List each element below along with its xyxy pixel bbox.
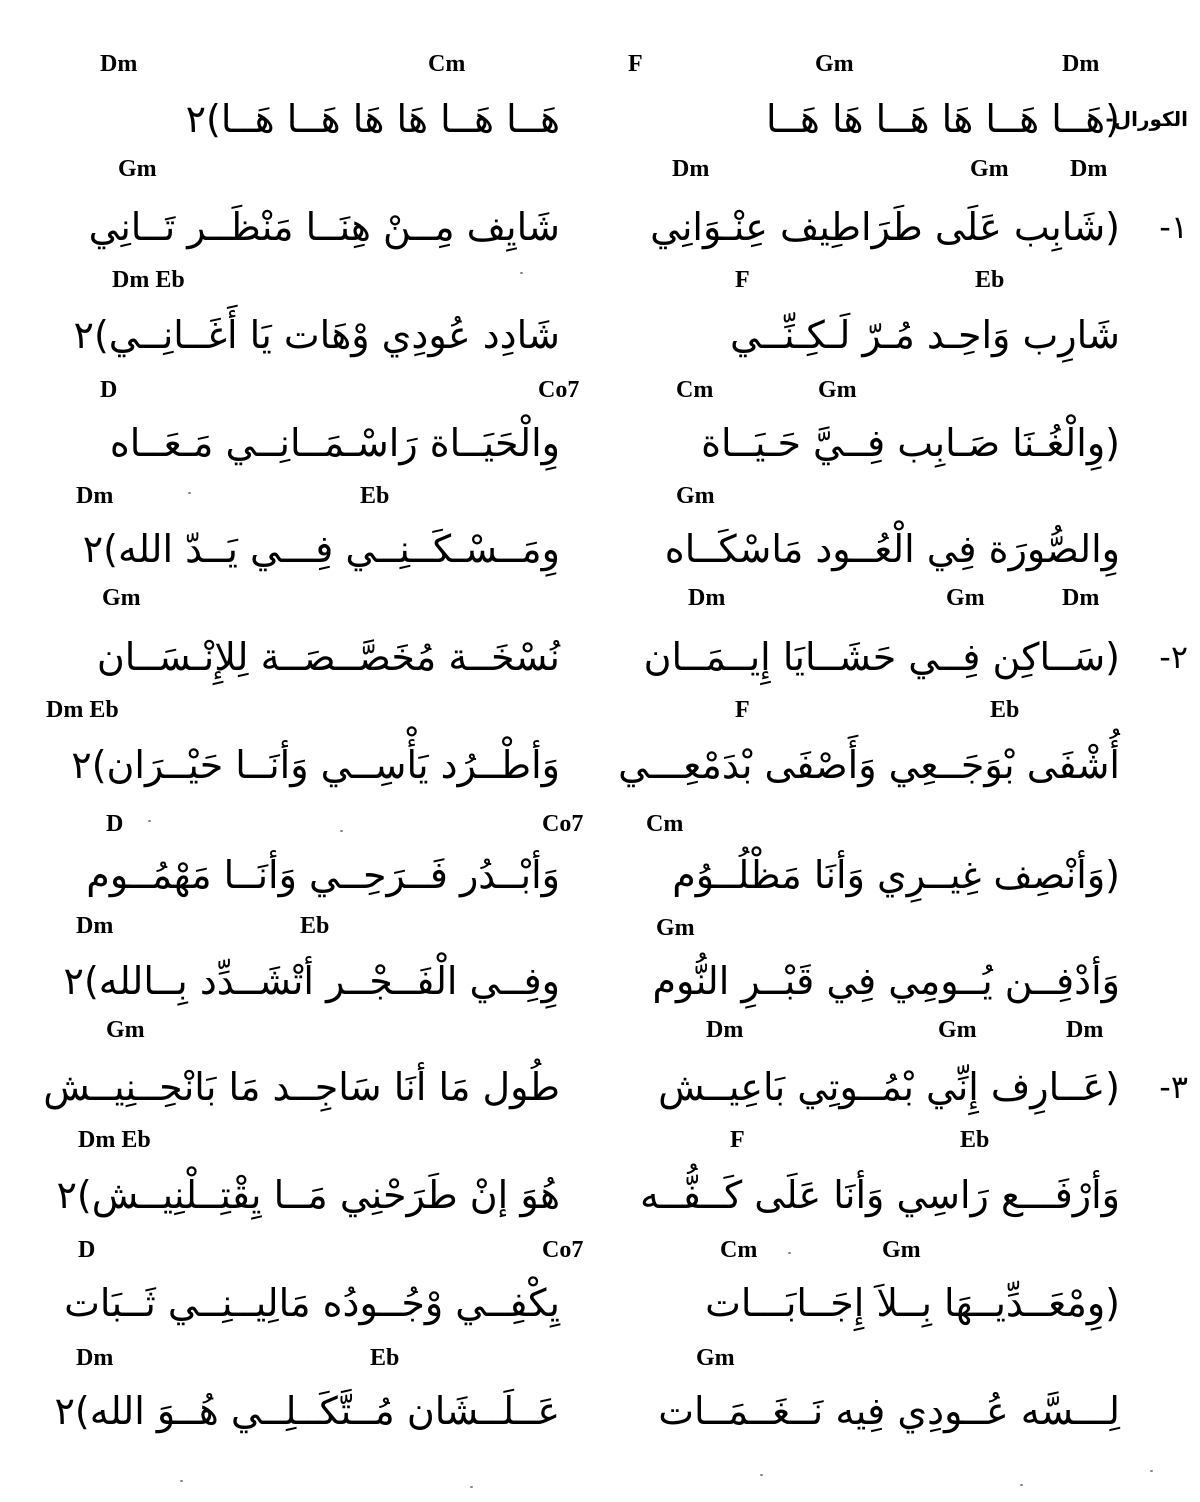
chord-label: Gm xyxy=(946,585,985,611)
lyric-line: لِـــسَّه عُــودِي فِيه نَــغَــمَــات xyxy=(658,1389,1120,1433)
chord-label: Dm xyxy=(100,51,138,77)
chord-label: Eb xyxy=(960,1127,990,1153)
verse-number: ٢- xyxy=(1159,638,1188,676)
lyric-line: (شَابِب عَلَى طَرَاطِيف عِنْـوَانِي xyxy=(650,205,1120,249)
scan-speck xyxy=(148,820,151,822)
scan-speck xyxy=(188,492,191,494)
scan-speck xyxy=(470,1486,473,1488)
chord-label: Gm xyxy=(818,377,857,403)
lyric-line: وِالصُّورَة فِي الْعُــود مَاسْكَــاه xyxy=(664,527,1120,571)
scan-speck xyxy=(760,1474,763,1476)
chord-label: Dm xyxy=(1062,585,1100,611)
chord-label: Dm Eb xyxy=(78,1127,151,1153)
chord-label: Gm xyxy=(938,1017,977,1043)
lyric-line: هَــا هَــا هَا هَا هَــا هَــا)٢ xyxy=(185,97,560,141)
chorus-marker: الكورال- xyxy=(1105,107,1188,131)
chord-label: F xyxy=(735,267,750,293)
chord-label: Cm xyxy=(720,1237,758,1263)
lyric-line: (هَــا هَــا هَا هَــا هَا هَــا xyxy=(766,97,1120,141)
scan-speck xyxy=(788,1252,791,1254)
lyric-line: وِفِــي الْفَــجْــر أتْشَــدِّد بِــالله)٢ xyxy=(63,959,560,1003)
lyric-line: أُشْفَى بْوَجَــعِي وَأَصْفَى بْدَمْعِـــي xyxy=(618,743,1120,787)
lyric-line: شَادِد عُودِي وْهَات يَا أَغَــانِــي)٢ xyxy=(73,313,560,357)
lyric-line: وَأطْــرُد يَأْسِــي وَأنَــا حَيْــرَان)٢ xyxy=(71,743,560,787)
chord-label: Dm xyxy=(1066,1017,1104,1043)
chord-label: Co7 xyxy=(542,811,584,837)
chord-label: Gm xyxy=(656,915,695,941)
chord-label: Eb xyxy=(975,267,1005,293)
chord-label: Gm xyxy=(696,1345,735,1371)
chord-label: F xyxy=(628,51,643,77)
chord-label: Gm xyxy=(815,51,854,77)
scan-speck xyxy=(520,272,523,274)
lyric-line: هُوَ إنْ طَرَحْنِي مَــا يِقْتِــلْنِيــش)٢ xyxy=(56,1173,560,1217)
chord-label: Dm xyxy=(706,1017,744,1043)
verse-number: ١- xyxy=(1159,208,1188,246)
chord-label: Eb xyxy=(990,697,1020,723)
chord-label: Dm xyxy=(76,483,114,509)
lyric-line: نُسْخَــة مُخَصَّــصَــة لِلإِنْـسَــان xyxy=(96,635,560,679)
chord-label: Eb xyxy=(370,1345,400,1371)
chord-label: Cm xyxy=(676,377,714,403)
lyric-line: شَايِف مِــنْ هِنَــا مَنْظَــر تَــانِي xyxy=(88,205,560,249)
chord-label: Co7 xyxy=(542,1237,584,1263)
chord-label: D xyxy=(100,377,118,403)
chord-label: F xyxy=(730,1127,745,1153)
lyric-line: وَأدْفِــن يُــومِي فِي قَبْــرِ النُّوم xyxy=(652,959,1120,1003)
chord-label: Eb xyxy=(360,483,390,509)
chord-label: Dm xyxy=(672,156,710,182)
scan-speck xyxy=(1020,1484,1023,1486)
lyric-line: وَأبْــدُر فَــرَحِــي وَأنَــا مَهْمُــوم xyxy=(86,853,560,897)
chord-label: Gm xyxy=(970,156,1009,182)
lyric-line: يِكْفِــي وْجُــودُه مَالِيــنِــي ثَــبَات xyxy=(64,1281,560,1325)
chord-label: Gm xyxy=(102,585,141,611)
chord-label: D xyxy=(78,1237,96,1263)
lyric-line: (سَــاكِن فِــي حَشَــايَا إِيــمَــان xyxy=(643,635,1120,679)
chord-label: Gm xyxy=(882,1237,921,1263)
chord-label: Dm xyxy=(76,913,114,939)
lyric-line: شَارِب وَاحِـد مُـرّ لَـكِـنِّــي xyxy=(730,313,1120,357)
chord-label: Gm xyxy=(676,483,715,509)
chord-label: D xyxy=(106,811,124,837)
lyric-line: (وِالْغُـنَا صَـابِب فِــيَّ حَـيَــاة xyxy=(701,421,1120,465)
chord-label: Dm Eb xyxy=(112,267,185,293)
scan-speck xyxy=(180,1480,183,1482)
lyric-line: وِمَــسْـكَــنِــي فِـــي يَــدّ الله)٢ xyxy=(82,527,560,571)
chord-label: F xyxy=(735,697,750,723)
chord-label: Co7 xyxy=(538,377,580,403)
lyric-line: وَأرْفَـــع رَاسِي وَأنَا عَلَى كَــفُّــه xyxy=(640,1173,1120,1217)
lyric-line: (وِمْعَــدِّيــهَا بِــلاَ إِجَــابَـــات xyxy=(705,1281,1120,1325)
chord-label: Eb xyxy=(300,913,330,939)
lyric-line: (وَأنْصِف غِيــرِي وَأنَا مَظْلُــوُم xyxy=(672,853,1120,897)
chord-label: Dm xyxy=(1062,51,1100,77)
chord-label: Gm xyxy=(118,156,157,182)
chord-label: Dm xyxy=(688,585,726,611)
lyric-line: عَــلَــشَان مُــتَّكَــلِــي هُــوَ الله)٢ xyxy=(54,1389,560,1433)
chord-label: Dm xyxy=(1070,156,1108,182)
lyric-line: طُول مَا أنَا سَاجِــد مَا بَانْحِــنِيــش xyxy=(43,1065,560,1109)
chord-label: Dm Eb xyxy=(46,697,119,723)
lyric-line: (عَــارِف إِنِّي بْمُــوتِي بَاعِيــش xyxy=(658,1065,1120,1109)
scan-speck xyxy=(1150,1470,1153,1472)
scan-speck xyxy=(340,830,343,832)
chord-label: Dm xyxy=(76,1345,114,1371)
chord-label: Cm xyxy=(646,811,684,837)
chord-label: Gm xyxy=(106,1017,145,1043)
chord-label: Cm xyxy=(428,51,466,77)
lyric-line: وِالْحَيَــاة رَاسْـمَــانِــي مَـعَــاه xyxy=(109,421,560,465)
verse-number: ٣- xyxy=(1159,1068,1188,1106)
